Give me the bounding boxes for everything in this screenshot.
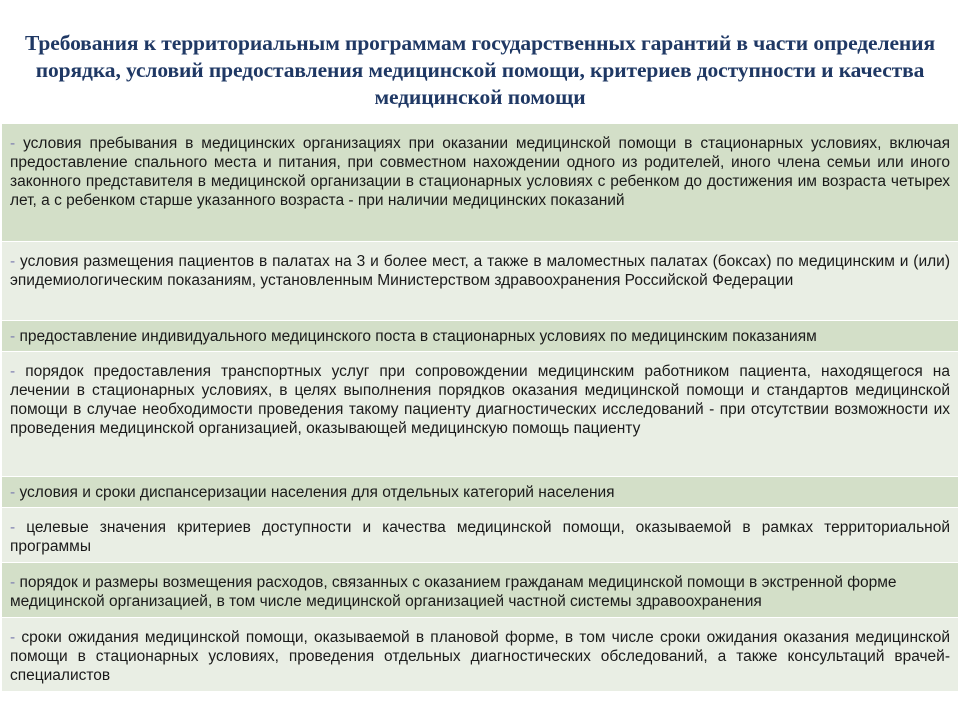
list-item-label: предоставление индивидуального медицинского поста в стационарных условиях по медицинским показаниям (15, 328, 817, 345)
list-item-dash: - (10, 574, 16, 591)
list-item (2, 124, 958, 242)
list-item-text (10, 518, 950, 556)
list-item-dash: - (10, 328, 16, 345)
list-item-dash: - (10, 484, 16, 501)
list-item-dash: - (10, 253, 16, 270)
list-item (2, 352, 958, 477)
list-item-dash: - (10, 629, 16, 646)
page-title: Требования к территориальным программам государственных гарантий в части определения порядка, условий предоставления медицинской помощи, критериев доступности и качества медицинской помощи (24, 31, 936, 109)
list-item-text (10, 327, 950, 346)
list-item-label: целевые значения критериев доступности и качества медицинской помощи, оказываемой в рамках территориальной программы (10, 519, 950, 555)
list-item (2, 508, 958, 563)
list-item-label: порядок и размеры возмещения расходов, связанных с оказанием гражданам медицинской помощи в экстренной форме медицинской организацией, в том числе медицинской организацией частной системы здравоохранения (10, 574, 897, 610)
list-item-label: сроки ожидания медицинской помощи, оказываемой в плановой форме, в том числе сроки ожидания оказания медицинской помощи в стационарных условиях, проведения отдельных диагностических обследований, а также консультаций врачей-специалистов (10, 629, 950, 684)
requirements-list (2, 124, 958, 692)
list-item-dash: - (10, 363, 16, 380)
list-item-text (10, 362, 950, 438)
list-item-text (10, 573, 950, 611)
list-item-dash: - (10, 135, 16, 152)
list-item-label: условия размещения пациентов в палатах на 3 и более мест, а также в маломестных палатах (боксах) по медицинским и (или) эпидемиологическим показаниям, установленным Министерством здравоохранения Российской Федерации (10, 253, 950, 289)
list-item-dash: - (10, 519, 16, 536)
list-item-label: порядок предоставления транспортных услуг при сопровождении медицинским работником пациента, находящегося на лечении в стационарных условиях, в целях выполнения порядков оказания медицинской помощи и стандартов медицинской помощи в случае необходимости проведения такому пациенту диагностических исследований - при отсутствии возможности их проведения медицинской организацией, оказывающей медицинскую помощь пациенту (10, 363, 950, 437)
list-item-label: условия и сроки диспансеризации населения для отдельных категорий населения (15, 484, 615, 501)
list-item-text (10, 134, 950, 210)
list-item (2, 618, 958, 692)
list-item (2, 477, 958, 508)
list-item-label: условия пребывания в медицинских организациях при оказании медицинской помощи в стационарных условиях, включая предоставление спального места и питания, при совместном нахождении одного из родителей, иного члена семьи или иного законного представителя в медицинской организации в стационарных условиях с ребенком до достижения им возраста четырех лет, а с ребенком старше указанного возраста - при наличии медицинских показаний (10, 135, 950, 209)
list-item-text (10, 628, 950, 685)
list-item-text (10, 483, 950, 502)
list-item (2, 563, 958, 618)
list-item (2, 242, 958, 321)
list-item (2, 321, 958, 352)
list-item-text (10, 252, 950, 290)
